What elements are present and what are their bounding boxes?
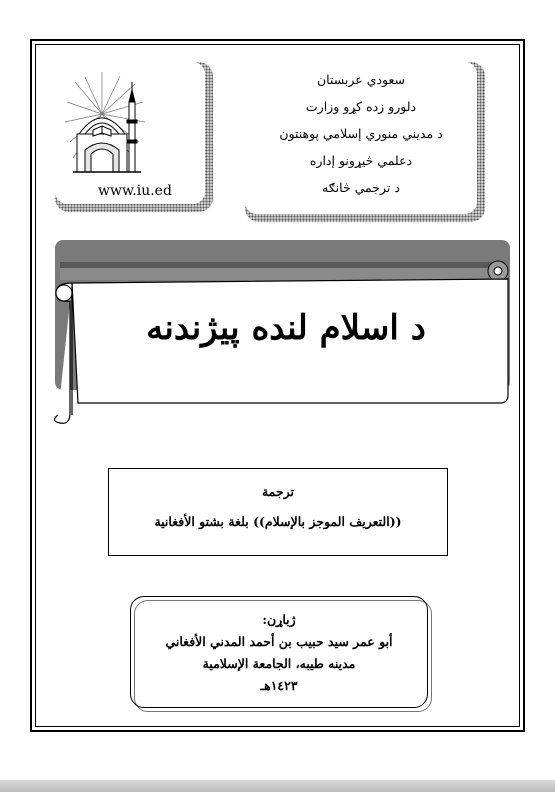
header-line-ministry: دلورو زده کړو وزارت bbox=[305, 99, 417, 114]
translator-name: أبو عمر سيد حبيب بن أحمد المدني الأفغاني bbox=[165, 634, 393, 649]
info-box bbox=[245, 62, 477, 214]
translator-year: ١٤٢٣هـ bbox=[260, 678, 298, 693]
viewer-bottom-bar bbox=[0, 780, 555, 792]
translator-place: مدينه طيبه، الجامعة الإسلامية bbox=[202, 656, 356, 671]
logo-box bbox=[55, 62, 205, 204]
header-line-translation-dept: د ترجمي څانګه bbox=[322, 180, 400, 195]
book-title: د اسلام لنده پيژندنه bbox=[146, 308, 426, 348]
original-title: ((التعريف الموجز بالإسلام)) بلغة بشتو الأفغانية bbox=[154, 514, 402, 529]
translation-label: ترجمة bbox=[261, 484, 295, 499]
university-url: www.iu.ed bbox=[98, 183, 172, 199]
header-line-university: د مديني منوري إسلامي پوهنتون bbox=[279, 126, 443, 141]
header-line-research: دعلمي څيړونو إداره bbox=[309, 153, 413, 168]
translator-label: ژباړن: bbox=[262, 612, 296, 627]
translation-box bbox=[108, 468, 448, 556]
header-line-country: سعودي عربستان bbox=[316, 72, 406, 87]
